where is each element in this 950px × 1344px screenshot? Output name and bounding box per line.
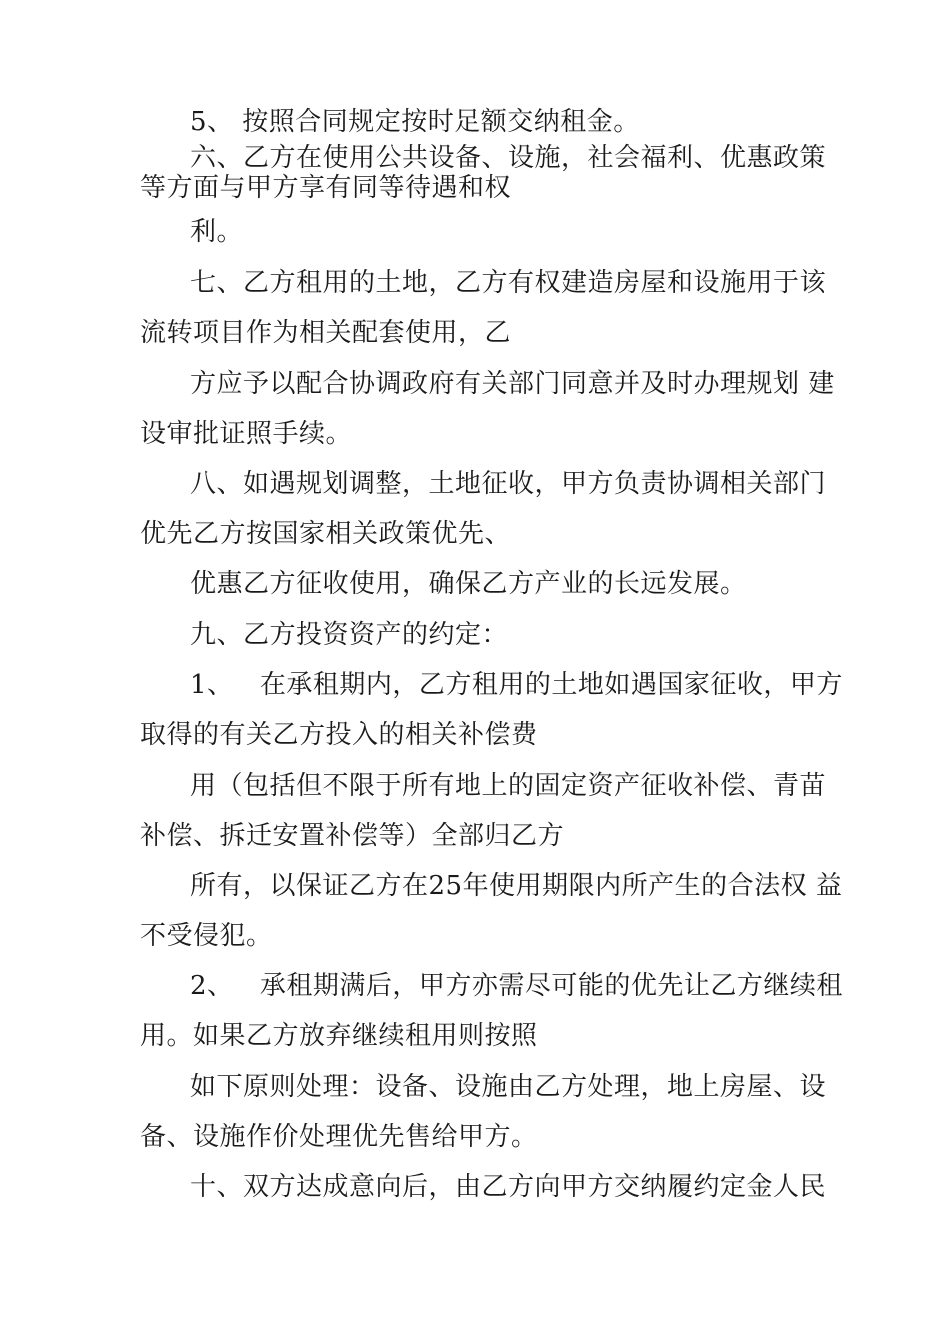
text-line: 设审批证照手续。 [140,419,353,449]
text-line: 所有，以保证乙方在25年使用期限内所产生的合法权 益 [190,871,843,901]
text-line: 5、 按照合同规定按时足额交纳租金。 [190,107,640,137]
text-line: 备、设施作价处理优先售给甲方。 [140,1122,538,1152]
text-line: 如下原则处理：设备、设施由乙方处理，地上房屋、设 [190,1072,827,1102]
text-line: 用。如果乙方放弃继续租用则按照 [140,1021,538,1051]
text-line: 用（包括但不限于所有地上的固定资产征收补偿、青苗 [190,771,827,801]
text-line: 八、如遇规划调整，土地征收，甲方负责协调相关部门 [190,469,827,499]
text-line: 不受侵犯。 [140,921,273,951]
text-line: 等方面与甲方享有同等待遇和权 [140,173,512,203]
text-line: 补偿、拆迁安置补偿等）全部归乙方 [140,821,565,851]
text-line: 优先乙方按国家相关政策优先、 [140,519,512,549]
text-line: 取得的有关乙方投入的相关补偿费 [140,720,538,750]
text-line: 方应予以配合协调政府有关部门同意并及时办理规划 建 [190,369,835,399]
text-line: 2、 承租期满后，甲方亦需尽可能的优先让乙方继续租 [190,971,843,1001]
text-line: 1、 在承租期内，乙方租用的土地如遇国家征收，甲方 [190,670,843,700]
text-line: 六、乙方在使用公共设备、设施，社会福利、优惠政策 [190,143,827,173]
text-line: 十、双方达成意向后，由乙方向甲方交纳履约定金人民 [190,1172,827,1202]
text-line: 优惠乙方征收使用，确保乙方产业的长远发展。 [190,569,747,599]
text-line: 七、乙方租用的土地，乙方有权建造房屋和设施用于该 [190,268,827,298]
text-line: 九、乙方投资资产的约定： [190,620,509,650]
text-line: 流转项目作为相关配套使用，乙 [140,318,512,348]
text-line: 利。 [190,217,244,247]
